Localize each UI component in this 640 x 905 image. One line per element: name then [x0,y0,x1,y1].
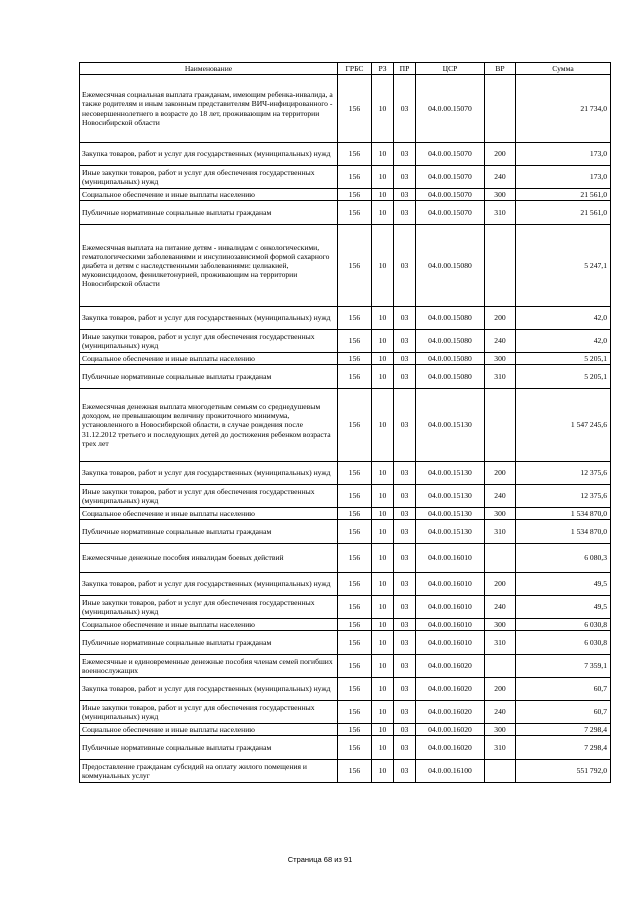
cell-grbs: 156 [338,166,372,189]
cell-name: Закупка товаров, работ и услуг для государственных (муниципальных) нужд [80,462,338,485]
cell-name: Публичные нормативные социальные выплаты гражданам [80,365,338,389]
cell-pr: 03 [394,544,416,573]
table-header-row [80,63,611,75]
cell-vr: 240 [485,166,516,189]
table-row [80,508,611,520]
cell-sum: 1 534 870,0 [516,508,611,520]
cell-pr: 03 [394,166,416,189]
cell-rz: 10 [372,166,394,189]
cell-csr: 04.0.00.15070 [416,75,485,143]
cell-csr: 04.0.00.16020 [416,736,485,760]
cell-grbs: 156 [338,75,372,143]
cell-pr: 03 [394,701,416,724]
cell-sum: 42,0 [516,307,611,330]
cell-name: Иные закупки товаров, работ и услуг для обеспечения государственных (муниципальных) нужд [80,596,338,619]
cell-vr: 310 [485,736,516,760]
cell-rz: 10 [372,596,394,619]
table-row [80,520,611,544]
cell-vr [485,760,516,783]
cell-grbs: 156 [338,619,372,631]
cell-csr: 04.0.00.16100 [416,760,485,783]
cell-vr [485,75,516,143]
cell-name: Социальное обеспечение и иные выплаты населению [80,189,338,201]
cell-grbs: 156 [338,596,372,619]
cell-rz: 10 [372,143,394,166]
cell-csr: 04.0.00.15070 [416,166,485,189]
cell-grbs: 156 [338,678,372,701]
table-row [80,544,611,573]
page-number: Страница 68 из 91 [287,855,353,864]
table-row [80,462,611,485]
cell-vr: 310 [485,201,516,225]
cell-name: Иные закупки товаров, работ и услуг для обеспечения государственных (муниципальных) нужд [80,701,338,724]
cell-sum: 1 534 870,0 [516,520,611,544]
cell-grbs: 156 [338,307,372,330]
cell-pr: 03 [394,189,416,201]
cell-name: Закупка товаров, работ и услуг для государственных (муниципальных) нужд [80,678,338,701]
cell-grbs: 156 [338,330,372,353]
table-row [80,75,611,143]
cell-sum: 173,0 [516,143,611,166]
table-row [80,330,611,353]
cell-csr: 04.0.00.16010 [416,573,485,596]
cell-vr: 240 [485,596,516,619]
cell-csr: 04.0.00.15070 [416,201,485,225]
cell-pr: 03 [394,619,416,631]
cell-vr: 200 [485,307,516,330]
cell-vr: 200 [485,143,516,166]
cell-pr: 03 [394,225,416,307]
table-row [80,573,611,596]
table-row [80,189,611,201]
cell-csr: 04.0.00.15070 [416,189,485,201]
cell-pr: 03 [394,307,416,330]
cell-vr: 300 [485,353,516,365]
cell-pr: 03 [394,760,416,783]
cell-pr: 03 [394,353,416,365]
cell-vr: 240 [485,701,516,724]
cell-sum: 49,5 [516,573,611,596]
cell-csr: 04.0.00.15070 [416,143,485,166]
cell-vr: 310 [485,365,516,389]
cell-sum: 6 030,8 [516,631,611,655]
cell-rz: 10 [372,544,394,573]
cell-sum: 173,0 [516,166,611,189]
cell-csr: 04.0.00.15130 [416,389,485,462]
cell-sum: 7 298,4 [516,736,611,760]
cell-grbs: 156 [338,225,372,307]
cell-grbs: 156 [338,462,372,485]
cell-pr: 03 [394,143,416,166]
cell-grbs: 156 [338,143,372,166]
cell-sum: 60,7 [516,678,611,701]
cell-name: Ежемесячная выплата на питание детям - инвалидам с онкологическими, гематологическими заболеваниями и инсулинозависимой формой сахарного диабета и детям с наследственными заболеваниями: целиакией, муковисцидозом, фенилкетонурией, проживающим на территории Новосибирской области [80,225,338,307]
cell-sum: 42,0 [516,330,611,353]
cell-rz: 10 [372,508,394,520]
cell-rz: 10 [372,655,394,678]
cell-rz: 10 [372,724,394,736]
cell-csr: 04.0.00.16010 [416,544,485,573]
cell-sum: 7 298,4 [516,724,611,736]
cell-pr: 03 [394,389,416,462]
cell-name: Иные закупки товаров, работ и услуг для обеспечения государственных (муниципальных) нужд [80,330,338,353]
cell-sum: 6 030,8 [516,619,611,631]
cell-grbs: 156 [338,389,372,462]
cell-csr: 04.0.00.16020 [416,678,485,701]
cell-csr: 04.0.00.16010 [416,596,485,619]
cell-rz: 10 [372,573,394,596]
cell-grbs: 156 [338,701,372,724]
cell-rz: 10 [372,631,394,655]
cell-csr: 04.0.00.15080 [416,330,485,353]
cell-vr: 300 [485,189,516,201]
cell-name: Ежемесячные и единовременные денежные пособия членам семей погибших военнослужащих [80,655,338,678]
cell-name: Социальное обеспечение и иные выплаты населению [80,353,338,365]
cell-vr: 300 [485,619,516,631]
cell-vr [485,544,516,573]
cell-vr: 300 [485,724,516,736]
cell-csr: 04.0.00.15080 [416,307,485,330]
cell-pr: 03 [394,462,416,485]
cell-sum: 5 205,1 [516,365,611,389]
table-row [80,365,611,389]
cell-csr: 04.0.00.15130 [416,485,485,508]
cell-rz: 10 [372,678,394,701]
cell-vr: 200 [485,573,516,596]
cell-grbs: 156 [338,631,372,655]
header-vr: ВР [485,63,516,75]
cell-pr: 03 [394,596,416,619]
cell-vr: 300 [485,508,516,520]
cell-grbs: 156 [338,201,372,225]
table-row [80,485,611,508]
cell-name: Иные закупки товаров, работ и услуг для обеспечения государственных (муниципальных) нужд [80,485,338,508]
cell-csr: 04.0.00.15130 [416,508,485,520]
cell-sum: 5 247,1 [516,225,611,307]
header-sum: Сумма [516,63,611,75]
table-row [80,631,611,655]
cell-name: Ежемесячные денежные пособия инвалидам боевых действий [80,544,338,573]
cell-vr [485,655,516,678]
cell-name: Социальное обеспечение и иные выплаты населению [80,619,338,631]
cell-vr: 310 [485,631,516,655]
cell-grbs: 156 [338,736,372,760]
cell-rz: 10 [372,485,394,508]
cell-sum: 551 792,0 [516,760,611,783]
cell-grbs: 156 [338,655,372,678]
cell-rz: 10 [372,201,394,225]
cell-pr: 03 [394,724,416,736]
cell-csr: 04.0.00.15080 [416,365,485,389]
table-row [80,201,611,225]
header-csr: ЦСР [416,63,485,75]
cell-pr: 03 [394,485,416,508]
cell-pr: 03 [394,655,416,678]
cell-csr: 04.0.00.16010 [416,631,485,655]
cell-rz: 10 [372,353,394,365]
cell-name: Предоставление гражданам субсидий на оплату жилого помещения и коммунальных услуг [80,760,338,783]
cell-csr: 04.0.00.15080 [416,353,485,365]
cell-rz: 10 [372,307,394,330]
cell-name: Закупка товаров, работ и услуг для государственных (муниципальных) нужд [80,573,338,596]
cell-csr: 04.0.00.15130 [416,520,485,544]
cell-grbs: 156 [338,724,372,736]
cell-rz: 10 [372,760,394,783]
cell-pr: 03 [394,573,416,596]
cell-sum: 21 561,0 [516,189,611,201]
table-row [80,736,611,760]
cell-vr [485,225,516,307]
cell-rz: 10 [372,389,394,462]
cell-rz: 10 [372,701,394,724]
cell-rz: 10 [372,189,394,201]
cell-name: Публичные нормативные социальные выплаты гражданам [80,736,338,760]
cell-csr: 04.0.00.16020 [416,701,485,724]
cell-pr: 03 [394,508,416,520]
cell-grbs: 156 [338,508,372,520]
cell-name: Ежемесячная социальная выплата гражданам, имеющим ребенка-инвалида, а также родителям и иным законным представителям ВИЧ-инфицированного - несовершеннолетнего в возрасте до 18 лет, проживающим на территории Новосибирской области [80,75,338,143]
cell-csr: 04.0.00.15080 [416,225,485,307]
cell-vr: 200 [485,678,516,701]
cell-pr: 03 [394,520,416,544]
table-row [80,353,611,365]
cell-rz: 10 [372,75,394,143]
table-row [80,619,611,631]
cell-grbs: 156 [338,544,372,573]
cell-pr: 03 [394,201,416,225]
cell-name: Социальное обеспечение и иные выплаты населению [80,508,338,520]
cell-sum: 12 375,6 [516,485,611,508]
cell-vr: 240 [485,330,516,353]
cell-sum: 7 359,1 [516,655,611,678]
header-pr: ПР [394,63,416,75]
cell-grbs: 156 [338,573,372,596]
cell-rz: 10 [372,330,394,353]
header-grbs: ГРБС [338,63,372,75]
table-row [80,655,611,678]
header-rz: РЗ [372,63,394,75]
cell-grbs: 156 [338,485,372,508]
cell-pr: 03 [394,736,416,760]
cell-grbs: 156 [338,353,372,365]
table-row [80,760,611,783]
table-body [80,75,611,783]
cell-sum: 6 080,3 [516,544,611,573]
cell-rz: 10 [372,619,394,631]
cell-pr: 03 [394,365,416,389]
cell-name: Закупка товаров, работ и услуг для государственных (муниципальных) нужд [80,143,338,166]
cell-sum: 49,5 [516,596,611,619]
table-row [80,166,611,189]
table-row [80,143,611,166]
table-row [80,678,611,701]
cell-csr: 04.0.00.16020 [416,655,485,678]
cell-csr: 04.0.00.16020 [416,724,485,736]
cell-sum: 60,7 [516,701,611,724]
table-row [80,307,611,330]
cell-sum: 21 561,0 [516,201,611,225]
table-row [80,596,611,619]
cell-vr: 310 [485,520,516,544]
cell-grbs: 156 [338,760,372,783]
table-row [80,225,611,307]
cell-pr: 03 [394,330,416,353]
cell-name: Ежемесячная денежная выплата многодетным семьям со среднедушевым доходом, не превышающим величину прожиточного минимума, установленного в Новосибирской области, в случае рождения после 31.12.2012 третьего и последующих детей до достижения ребенком возраста трех лет [80,389,338,462]
cell-name: Закупка товаров, работ и услуг для государственных (муниципальных) нужд [80,307,338,330]
cell-rz: 10 [372,736,394,760]
cell-grbs: 156 [338,189,372,201]
cell-csr: 04.0.00.16010 [416,619,485,631]
cell-name: Публичные нормативные социальные выплаты гражданам [80,201,338,225]
cell-csr: 04.0.00.15130 [416,462,485,485]
cell-vr: 240 [485,485,516,508]
cell-sum: 1 547 245,6 [516,389,611,462]
cell-rz: 10 [372,520,394,544]
cell-vr [485,389,516,462]
cell-sum: 12 375,6 [516,462,611,485]
cell-rz: 10 [372,462,394,485]
cell-rz: 10 [372,225,394,307]
cell-sum: 21 734,0 [516,75,611,143]
cell-rz: 10 [372,365,394,389]
table-row [80,701,611,724]
cell-name: Публичные нормативные социальные выплаты гражданам [80,631,338,655]
cell-grbs: 156 [338,365,372,389]
cell-pr: 03 [394,75,416,143]
budget-table [79,62,611,783]
cell-name: Публичные нормативные социальные выплаты гражданам [80,520,338,544]
cell-pr: 03 [394,631,416,655]
cell-grbs: 156 [338,520,372,544]
cell-name: Социальное обеспечение и иные выплаты населению [80,724,338,736]
cell-name: Иные закупки товаров, работ и услуг для обеспечения государственных (муниципальных) нужд [80,166,338,189]
cell-pr: 03 [394,678,416,701]
cell-sum: 5 205,1 [516,353,611,365]
cell-vr: 200 [485,462,516,485]
table-row [80,389,611,462]
table-row [80,724,611,736]
header-name: Наименование [80,63,338,75]
